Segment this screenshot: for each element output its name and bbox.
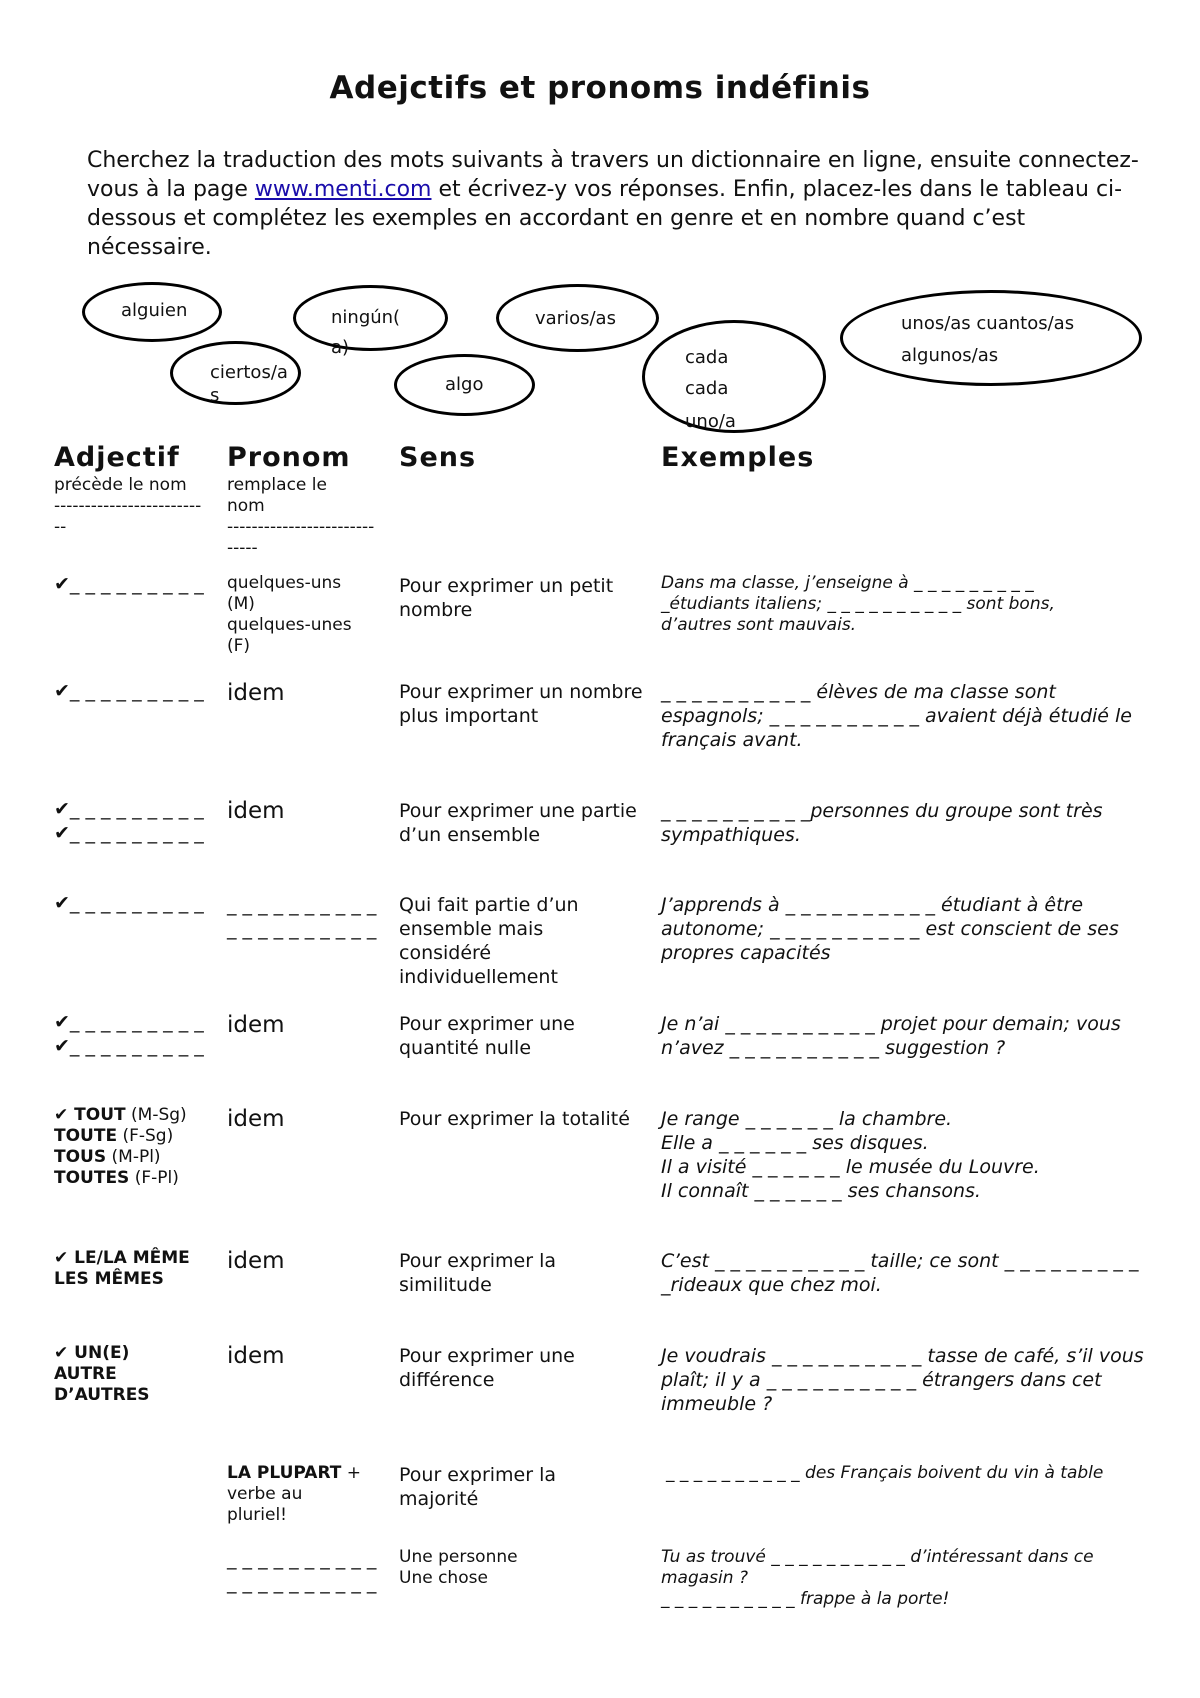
row4-exemple: J’apprends à _ _ _ _ _ _ _ _ _ _ étudiant à être autonome; _ _ _ _ _ _ _ _ _ _ est conscient de ses propres capacités [661,894,1119,964]
row2-exemple: _ _ _ _ _ _ _ _ _ _ élèves de ma classe sont espagnols; _ _ _ _ _ _ _ _ _ _ avaient déjà étudié le français avant. [661,681,1132,751]
row6-sens: Pour exprimer la totalité [399,1108,630,1130]
header-pronom: Pronom [227,442,351,473]
bubble-ciertos [170,341,301,405]
adjectif-note: (F-Sg) [117,1126,174,1146]
pronom-form: LA PLUPART [227,1463,342,1483]
row4-adjectif: ✔_ _ _ _ _ _ _ _ _ [54,892,204,914]
sens-line: Une personne [399,1547,518,1567]
row9-exemple: _ _ _ _ _ _ _ _ _ _ des Français boivent du vin à table [666,1463,1104,1483]
row10-pronom [227,1547,376,1595]
adjectif-note: (M-Pl) [106,1147,161,1167]
bubble-label: a) [331,337,350,358]
adjectif-line: LES MÊMES [54,1269,164,1289]
row6-adjectif [54,1105,187,1189]
row7-adjectif [54,1248,190,1290]
adjectif-line: D’AUTRES [54,1385,150,1405]
bubble-label: algo [445,374,484,395]
row2-sens: Pour exprimer un nombre plus important [399,681,643,727]
pronom-line: _ _ _ _ _ _ _ _ _ _ [227,894,377,916]
adjectif-line: ✔_ _ _ _ _ _ _ _ _ [54,798,204,820]
exemple-line: Tu as trouvé _ _ _ _ _ _ _ _ _ _ d’intéressant dans ce magasin ? [661,1547,1094,1588]
bubble-cada [642,320,826,433]
row5-sens: Pour exprimer une quantité nulle [399,1013,575,1059]
row1-pronom [227,573,352,657]
exemple-line: _ _ _ _ _ _ _ _ _ _ frappe à la porte! [661,1589,950,1609]
row5-pronom: idem [227,1012,285,1038]
row5-exemple: Je n’ai _ _ _ _ _ _ _ _ _ _ projet pour demain; vous n’avez _ _ _ _ _ _ _ _ _ _ suggestion ? [661,1013,1121,1059]
row9-pronom [227,1463,361,1526]
row1-adjectif: ✔_ _ _ _ _ _ _ _ _ [54,573,204,595]
row7-exemple: C’est _ _ _ _ _ _ _ _ _ _ taille; ce sont _ _ _ _ _ _ _ _ _ _rideaux que chez moi. [661,1250,1139,1296]
exemple-line: Je range _ _ _ _ _ _ la chambre. [661,1108,953,1130]
bubble-alguien [82,282,222,342]
bubble-label: algunos/as [901,345,999,366]
row1-exemple [661,573,1161,636]
adjectif-form: TOUTE [54,1126,118,1146]
row6-exemple [661,1107,1161,1203]
pronom-line: (M) [227,594,255,614]
menti-link[interactable]: www.menti.com [254,177,432,202]
header-sub-line: nom [227,496,265,516]
row8-pronom: idem [227,1343,285,1369]
adjectif-line: ✔_ _ _ _ _ _ _ _ _ [54,1011,204,1033]
pronom-line: pluriel! [227,1505,287,1525]
adjectif-line [54,1147,187,1168]
row9-sens: Pour exprimer la majorité [399,1464,557,1510]
row4-sens: Qui fait partie d’un ensemble mais considéré individuellement [399,894,579,988]
adjectif-form: TOUTES [54,1168,130,1188]
adjectif-note: (M-Sg) [125,1105,187,1125]
row7-pronom: idem [227,1248,285,1274]
bubble-label: ciertos/a [210,362,288,383]
header-sub-line: ------------------------ [227,517,375,537]
pronom-line: (F) [227,636,251,656]
header-sens: Sens [399,442,477,473]
bubble-algo [394,354,535,416]
pronom-line: quelques-uns [227,573,342,593]
adjectif-line [54,1168,187,1189]
bubble-label: alguien [121,300,188,321]
row6-pronom: idem [227,1106,285,1132]
pronom-line: verbe au [227,1484,303,1504]
row3-adjectif [54,797,204,845]
header-sub-line: -- [54,517,67,537]
bubble-label: cada [685,347,729,368]
header-sub-line: ----- [227,538,258,558]
header-sub-line: remplace le [227,475,327,495]
row3-exemple: _ _ _ _ _ _ _ _ _ _personnes du groupe sont très sympathiques. [661,800,1103,846]
row3-sens: Pour exprimer une partie d’un ensemble [399,800,637,846]
bubble-label: cada [685,378,729,399]
adjectif-line [54,1105,187,1126]
row10-exemple [661,1547,1156,1610]
sens-line: Une chose [399,1568,488,1588]
adjectif-note: (F-Pl) [129,1168,179,1188]
row2-adjectif: ✔_ _ _ _ _ _ _ _ _ [54,680,204,702]
exemple-line: Elle a _ _ _ _ _ _ ses disques. [661,1132,929,1154]
header-sub-line: ------------------------ [54,496,202,516]
instructions-text-end: et écrivez-y vos réponses. Enfin, placez-les dans le tableau ci-dessous et complétez les exemples en accordant en genre et en nombre quand c’est nécessaire. [87,177,1123,260]
row2-pronom: idem [227,680,285,706]
pronom-line: _ _ _ _ _ _ _ _ _ _ [227,918,377,940]
adjectif-line: AUTRE [54,1364,117,1384]
adjectif-line: ✔_ _ _ _ _ _ _ _ _ [54,822,204,844]
instructions [87,146,1147,262]
bubble-label: s [210,385,220,406]
header-exemples: Exemples [661,442,815,473]
pronom-line: _ _ _ _ _ _ _ _ _ _ [227,1548,377,1570]
bubble-label: ningún( [331,307,401,328]
adjectif-line: ✔ LE/LA MÊME [54,1248,190,1268]
bubble-label: uno/a [685,411,736,432]
bubble-varios [496,284,659,352]
adjectif-form: ✔ TOUT [54,1105,126,1125]
exemple-line: Dans ma classe, j’enseigne à _ _ _ _ _ _ _ _ _ [661,573,1034,593]
bubble-label: varios/as [535,308,616,329]
pronom-plus: + [341,1463,362,1483]
bubble-label: unos/as cuantos/as [901,313,1075,334]
exemple-line: d’autres sont mauvais. [661,615,857,635]
adjectif-line: ✔_ _ _ _ _ _ _ _ _ [54,1035,204,1057]
row5-adjectif [54,1010,204,1058]
row10-sens [399,1547,518,1589]
header-adjectif-sub [54,475,201,538]
page-title: Adejctifs et pronoms indéfinis [329,70,871,106]
adjectif-line: ✔ UN(E) [54,1343,130,1363]
header-pronom-sub [227,475,374,559]
row4-pronom [227,893,376,941]
row1-sens: Pour exprimer un petit nombre [399,575,614,621]
row7-sens: Pour exprimer la similitude [399,1250,557,1296]
bubble-unos-algunos [840,290,1142,386]
pronom-line: _ _ _ _ _ _ _ _ _ _ [227,1572,377,1594]
row8-adjectif [54,1343,150,1406]
bubble-ningun [293,285,448,358]
row3-pronom: idem [227,798,285,824]
pronom-line: quelques-unes [227,615,352,635]
header-adjectif: Adjectif [54,442,180,473]
adjectif-form: TOUS [54,1147,107,1167]
instructions-text-start: Cherchez la traduction des mots suivants à travers un dictionnaire en ligne, ensuite connectez-vous à la page [87,148,1139,202]
exemple-line: Il a visité _ _ _ _ _ _ le musée du Louvre. [661,1156,1040,1178]
adjectif-line [54,1126,187,1147]
row8-exemple: Je voudrais _ _ _ _ _ _ _ _ _ _ tasse de café, s’il vous plaît; il y a _ _ _ _ _ _ _ _ _ _ étrangers dans cet immeuble ? [661,1345,1144,1415]
pronom-line [227,1463,361,1484]
exemple-line: Il connaît _ _ _ _ _ _ ses chansons. [661,1180,981,1202]
row8-sens: Pour exprimer une différence [399,1345,575,1391]
exemple-line: _étudiants italiens; _ _ _ _ _ _ _ _ _ _ sont bons, [661,594,1055,614]
header-sub-line: précède le nom [54,475,187,495]
